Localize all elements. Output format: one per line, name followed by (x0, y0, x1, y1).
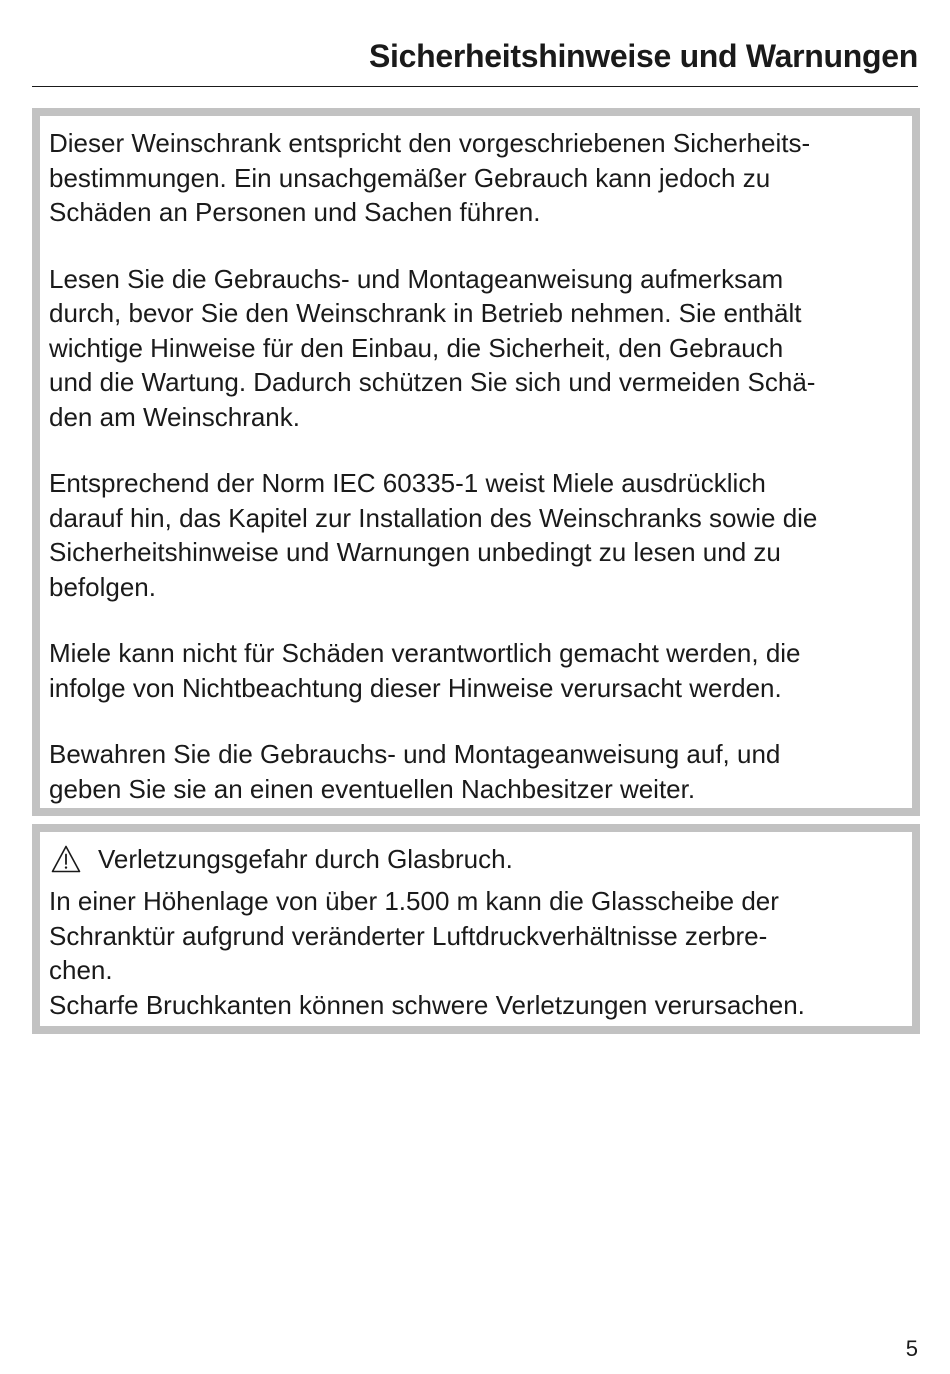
info-paragraph: Miele kann nicht für Schäden verantwortlich gemacht werden, die infolge von Nichtbeachtung dieser Hinweise verursacht werden. (49, 638, 801, 703)
warning-heading: Verletzungsgefahr durch Glasbruch. (98, 843, 513, 874)
info-paragraph: Bewahren Sie die Gebrauchs- und Montageanweisung auf, und geben Sie sie an einen eventuellen Nachbesitzer weiter. (49, 739, 781, 804)
title-divider (32, 86, 918, 87)
info-paragraph: Entsprechend der Norm IEC 60335-1 weist Miele ausdrücklich darauf hin, das Kapitel zur Installation des Weinschranks sowie die Sicherheitshinweise und Warnungen unbedingt zu lesen und zu befolgen. (49, 468, 818, 602)
info-paragraph: Dieser Weinschrank entspricht den vorgeschriebenen Sicherheits- bestimmungen. Ein unsachgemäßer Gebrauch kann jedoch zu Schäden an Personen und Sachen führen. (49, 128, 811, 227)
page-title: Sicherheitshinweise und Warnungen (369, 38, 918, 74)
safety-info-box (32, 108, 920, 816)
info-paragraph: Lesen Sie die Gebrauchs- und Montageanweisung aufmerksam durch, bevor Sie den Weinschrank in Betrieb nehmen. Sie enthält wichtige Hinweise für den Einbau, die Sicherheit, den Gebrauch und die Wartung. Dadurch schützen Sie sich und vermeiden Schä- den am Weinschrank. (49, 263, 816, 432)
warning-header (49, 842, 900, 876)
warning-triangle-icon (51, 845, 81, 873)
glass-breakage-warning-box (32, 824, 920, 1034)
warning-body: In einer Höhenlage von über 1.500 m kann die Glasscheibe der Schranktür aufgrund veränderter Luftdruckverhältnisse zerbre- chen. Scharfe Bruchkanten können schwere Verletzungen verursachen. (49, 886, 805, 1020)
page-number: 5 (905, 1336, 918, 1361)
